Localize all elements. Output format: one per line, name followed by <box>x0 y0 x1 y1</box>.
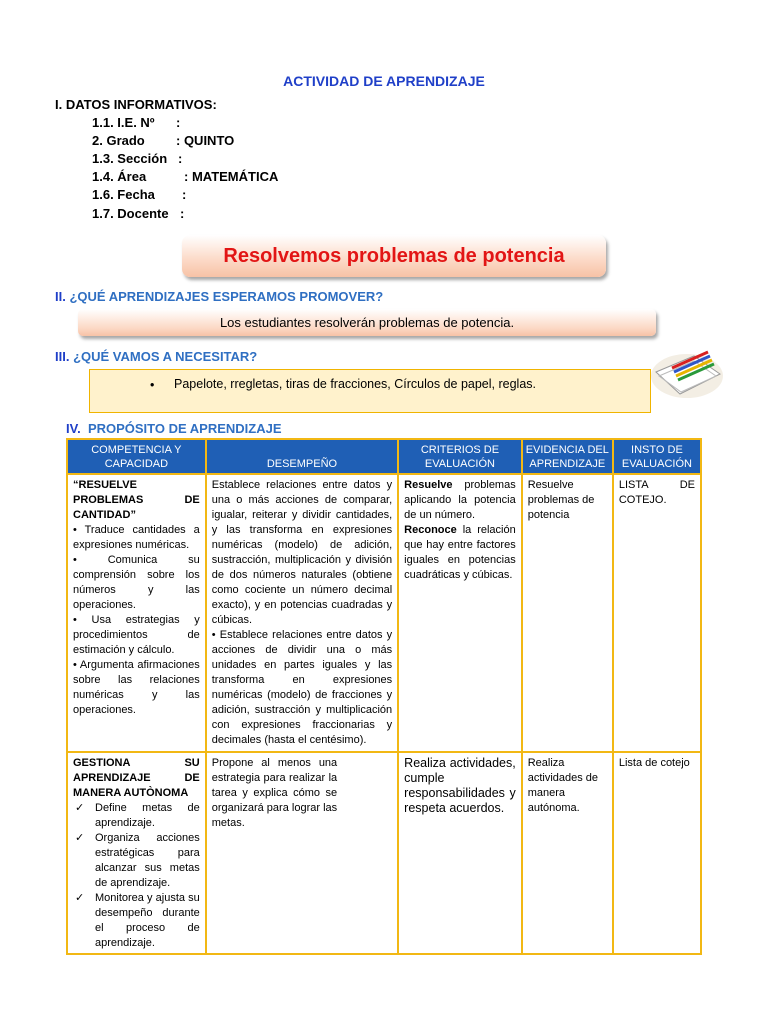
materials-text: Papelote, rregletas, tiras de fracciones, Círculos de papel, reglas. <box>174 377 536 391</box>
competencia-cell <box>67 752 206 954</box>
competencia-title: GESTIONA SU APRENDIZAJE DE MANERA AUTÒNOMA <box>73 757 200 799</box>
list-item: ✓ Organiza acciones estratégicas para alcanzar sus metas de aprendizaje. <box>75 832 200 889</box>
info-fecha: 1.6. Fecha : <box>92 187 187 202</box>
list-item: • Usa estrategias y procedimientos de estimación y cálculo. <box>73 614 200 656</box>
header-competencia: COMPETENCIA Y CAPACIDAD <box>67 439 206 474</box>
table-row <box>67 474 701 752</box>
header-evidencia: EVIDENCIA DEL APRENDIZAJE <box>522 439 613 474</box>
info-ie: 1.1. I.E. Nº : <box>92 115 181 130</box>
instrumento-cell: LISTA DE COTEJO. <box>613 474 701 752</box>
list-item: • Traduce cantidades a expresiones numéricas. <box>73 524 200 551</box>
criterios-cell <box>398 474 522 752</box>
learning-goal-box: Los estudiantes resolverán problemas de potencia. <box>78 309 656 336</box>
section-2-heading: II. ¿QUÉ APRENDIZAJES ESPERAMOS PROMOVER? <box>55 289 384 304</box>
materials-box <box>89 369 651 413</box>
info-docente: 1.7. Docente : <box>92 206 185 221</box>
check-icon: ✓ <box>75 832 85 844</box>
school-supplies-icon <box>650 342 724 400</box>
list-item: ✓ Define metas de aprendizaje. <box>75 802 200 829</box>
info-area: 1.4. Área : MATEMÁTICA <box>92 169 279 184</box>
section-4-heading: IV. PROPÓSITO DE APRENDIZAJE <box>66 421 282 436</box>
table-row <box>67 752 701 954</box>
competencia-title: “RESUELVE PROBLEMAS DE CANTIDAD” <box>73 479 200 521</box>
evidencia-cell: Realiza actividades de manera autónoma. <box>522 752 613 954</box>
header-criterios: CRITERIOS DE EVALUACIÓN <box>398 439 522 474</box>
header-desempeno: DESEMPEÑO <box>206 439 398 474</box>
instrumento-cell: Lista de cotejo <box>613 752 701 954</box>
info-seccion: 1.3. Sección : <box>92 151 183 166</box>
check-icon: ✓ <box>75 892 85 904</box>
bullet-icon: • <box>150 378 155 392</box>
lesson-title-banner: Resolvemos problemas de potencia <box>182 235 606 277</box>
check-icon: ✓ <box>75 802 85 814</box>
criterio-2: Reconoce la relación que hay entre factores iguales en potencias cuadráticas y cúbicas. <box>404 524 516 581</box>
learning-purpose-table <box>66 438 702 955</box>
competencia-cell <box>67 474 206 752</box>
criterio-1: Resuelve problemas aplicando la potencia de un número. <box>404 479 516 521</box>
header-instrumento: INSTO DE EVALUACIÓN <box>613 439 701 474</box>
criterios-cell: Realiza actividades, cumple responsabilidades y respeta acuerdos. <box>398 752 522 954</box>
page-title: ACTIVIDAD DE APRENDIZAJE <box>283 73 485 89</box>
desempeno-cell: Propone al menos una estrategia para realizar la tarea y explica cómo se organizará para lograr las metas. <box>206 752 398 954</box>
section-3-heading: III. ¿QUÉ VAMOS A NECESITAR? <box>55 349 258 364</box>
evidencia-cell: Resuelve problemas de potencia <box>522 474 613 752</box>
section-1-heading: I. DATOS INFORMATIVOS: <box>55 97 217 112</box>
desempeno-text: • Establece relaciones entre datos y acciones de dividir una o más unidades en partes iguales y las transforma en expresiones numéricas (modelo) de fracciones y adición, sustracción y multiplicación con expresiones fraccionarias y decimales (hasta el centésimo). <box>211 629 393 746</box>
list-item: • Comunica su comprensión sobre los números y las operaciones. <box>73 554 200 611</box>
table-header-row <box>67 439 701 474</box>
list-item: ✓ Monitorea y ajusta su desempeño durante el proceso de aprendizaje. <box>75 892 200 949</box>
desempeno-cell <box>206 474 398 752</box>
desempeno-text: Establece relaciones entre datos y una o más acciones de comparar, igualar, reiterar y dividir cantidades, y las transforma en expresiones numéricas (modelo) de adición, sustracción, multiplicación y división de dos números naturales (obtiene como cociente un número decimal exacto), y en potencias cuadradas y cúbicas. <box>211 479 393 626</box>
list-item: • Argumenta afirmaciones sobre las relaciones numéricas y las operaciones. <box>73 659 200 716</box>
info-grado: 2. Grado : QUINTO <box>92 133 235 148</box>
